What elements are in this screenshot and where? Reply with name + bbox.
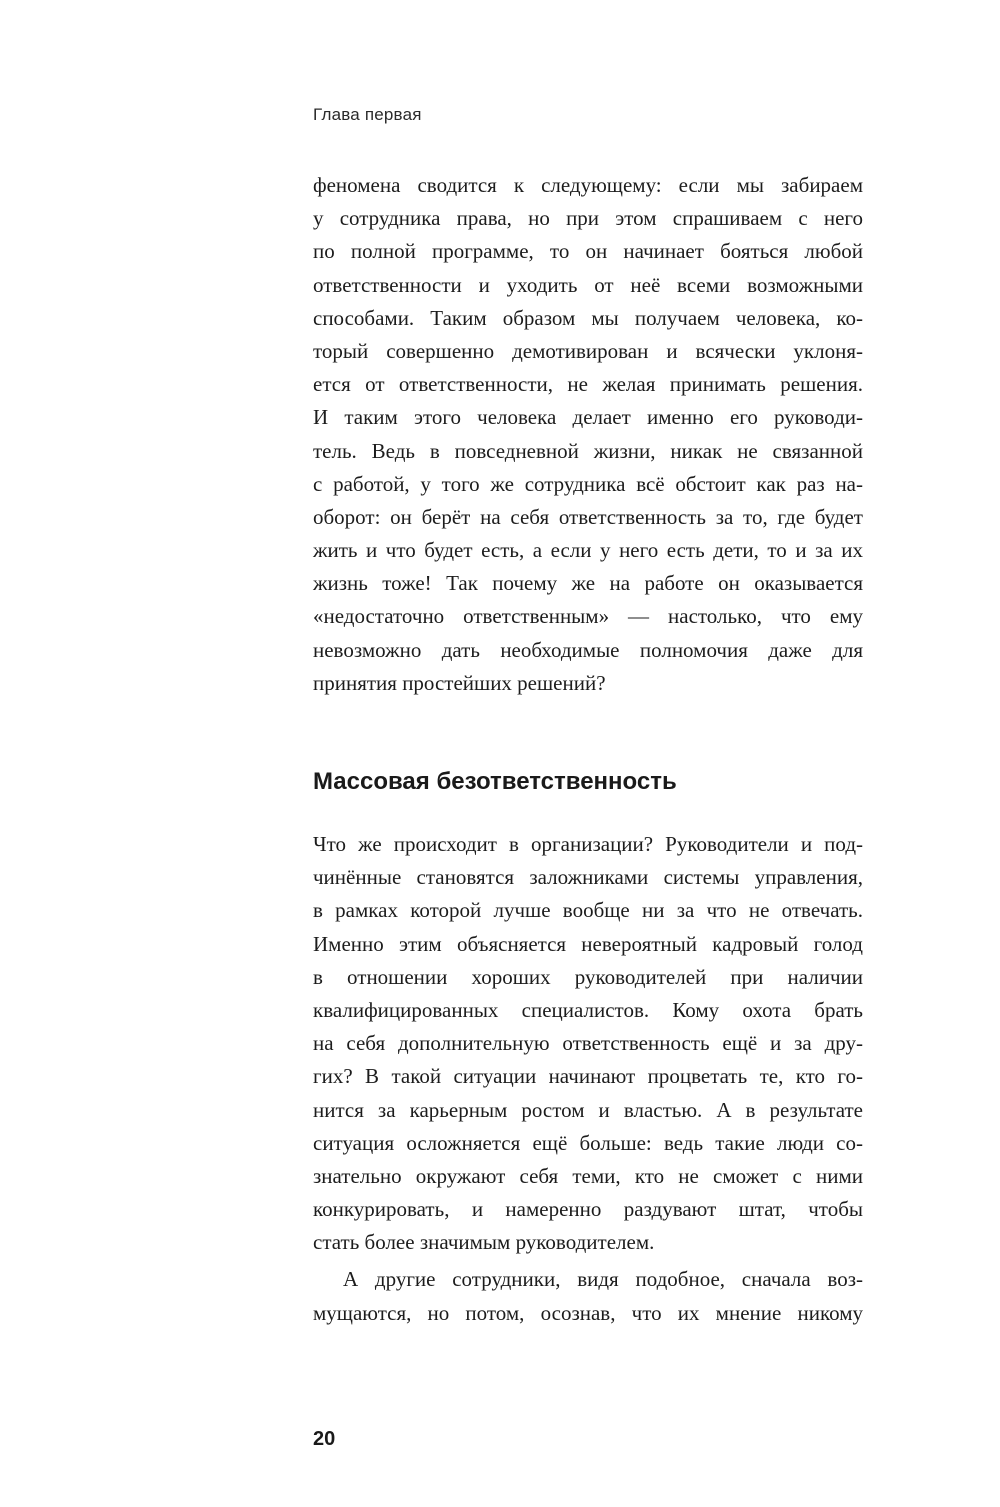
- text-line: ответственности и уходить от неё всеми возможными: [313, 272, 863, 297]
- text-line: принятия простейших решений?: [313, 670, 606, 695]
- text-line: жить и что будет есть, а если у него есть дети, то и за их: [313, 538, 863, 563]
- text-line: феномена сводится к следующему: если мы забираем: [313, 173, 863, 197]
- text-line: жизнь тоже! Так почему же на работе он оказывается: [313, 571, 863, 596]
- section-heading: Массовая безответственность: [313, 768, 677, 795]
- text-line: знательно окружают себя теми, кто не сможет с ними: [313, 1163, 863, 1188]
- running-head: Глава первая: [313, 105, 422, 124]
- text-line: мущаются, но потом, осознав, что их мнение никому: [313, 1300, 863, 1325]
- page-number: 20: [313, 1428, 336, 1450]
- text-line: в отношении хороших руководителей при наличии: [313, 964, 863, 989]
- text-line: ситуация осложняется ещё больше: ведь такие люди со-: [313, 1130, 863, 1155]
- text-line: чинённые становятся заложниками системы управления,: [313, 865, 863, 890]
- text-line: гих? В такой ситуации начинают процветать те, кто го-: [313, 1064, 863, 1089]
- text-line: на себя дополнительную ответственность ещё и за дру-: [313, 1031, 863, 1056]
- text-line: ется от ответственности, не желая принимать решения.: [313, 372, 863, 397]
- paragraph: [313, 828, 863, 1259]
- text-line: конкурировать, и намеренно раздувают штат, чтобы: [313, 1197, 863, 1222]
- text-line: торый совершенно демотивирован и всячески уклоня-: [313, 338, 863, 363]
- text-line: А другие сотрудники, видя подобное, сначала воз-: [343, 1267, 863, 1292]
- paragraph: [313, 169, 863, 700]
- text-line: способами. Таким образом мы получаем человека, ко-: [313, 305, 863, 330]
- text-line: квалифицированных специалистов. Кому охота брать: [313, 997, 863, 1022]
- text-line: невозможно дать необходимые полномочия даже для: [313, 637, 863, 662]
- text-line: стать более значимым руководителем.: [313, 1230, 655, 1255]
- text-line: Именно этим объясняется невероятный кадровый голод: [313, 931, 863, 956]
- text-line: И таким этого человека делает именно его руководи-: [313, 405, 863, 430]
- paragraph: [313, 1263, 863, 1329]
- text-line: тель. Ведь в повседневной жизни, никак не связанной: [313, 438, 863, 463]
- text-line: по полной программе, то он начинает бояться любой: [313, 239, 863, 264]
- text-line: Что же происходит в организации? Руководители и под-: [313, 832, 863, 856]
- text-line: оборот: он берёт на себя ответственность за то, где будет: [313, 504, 863, 529]
- body-text-continuation: [313, 169, 863, 700]
- text-line: у сотрудника права, но при этом спрашиваем с него: [313, 206, 863, 231]
- text-line: «недостаточно ответственным» — настолько, что ему: [313, 604, 863, 629]
- text-line: в рамках которой лучше вообще ни за что не отвечать.: [313, 898, 863, 923]
- text-line: с работой, у того же сотрудника всё обстоит как раз на-: [313, 471, 863, 496]
- body-text-section: [313, 828, 863, 1330]
- text-line: нится за карьерным ростом и властью. А в результате: [313, 1097, 863, 1122]
